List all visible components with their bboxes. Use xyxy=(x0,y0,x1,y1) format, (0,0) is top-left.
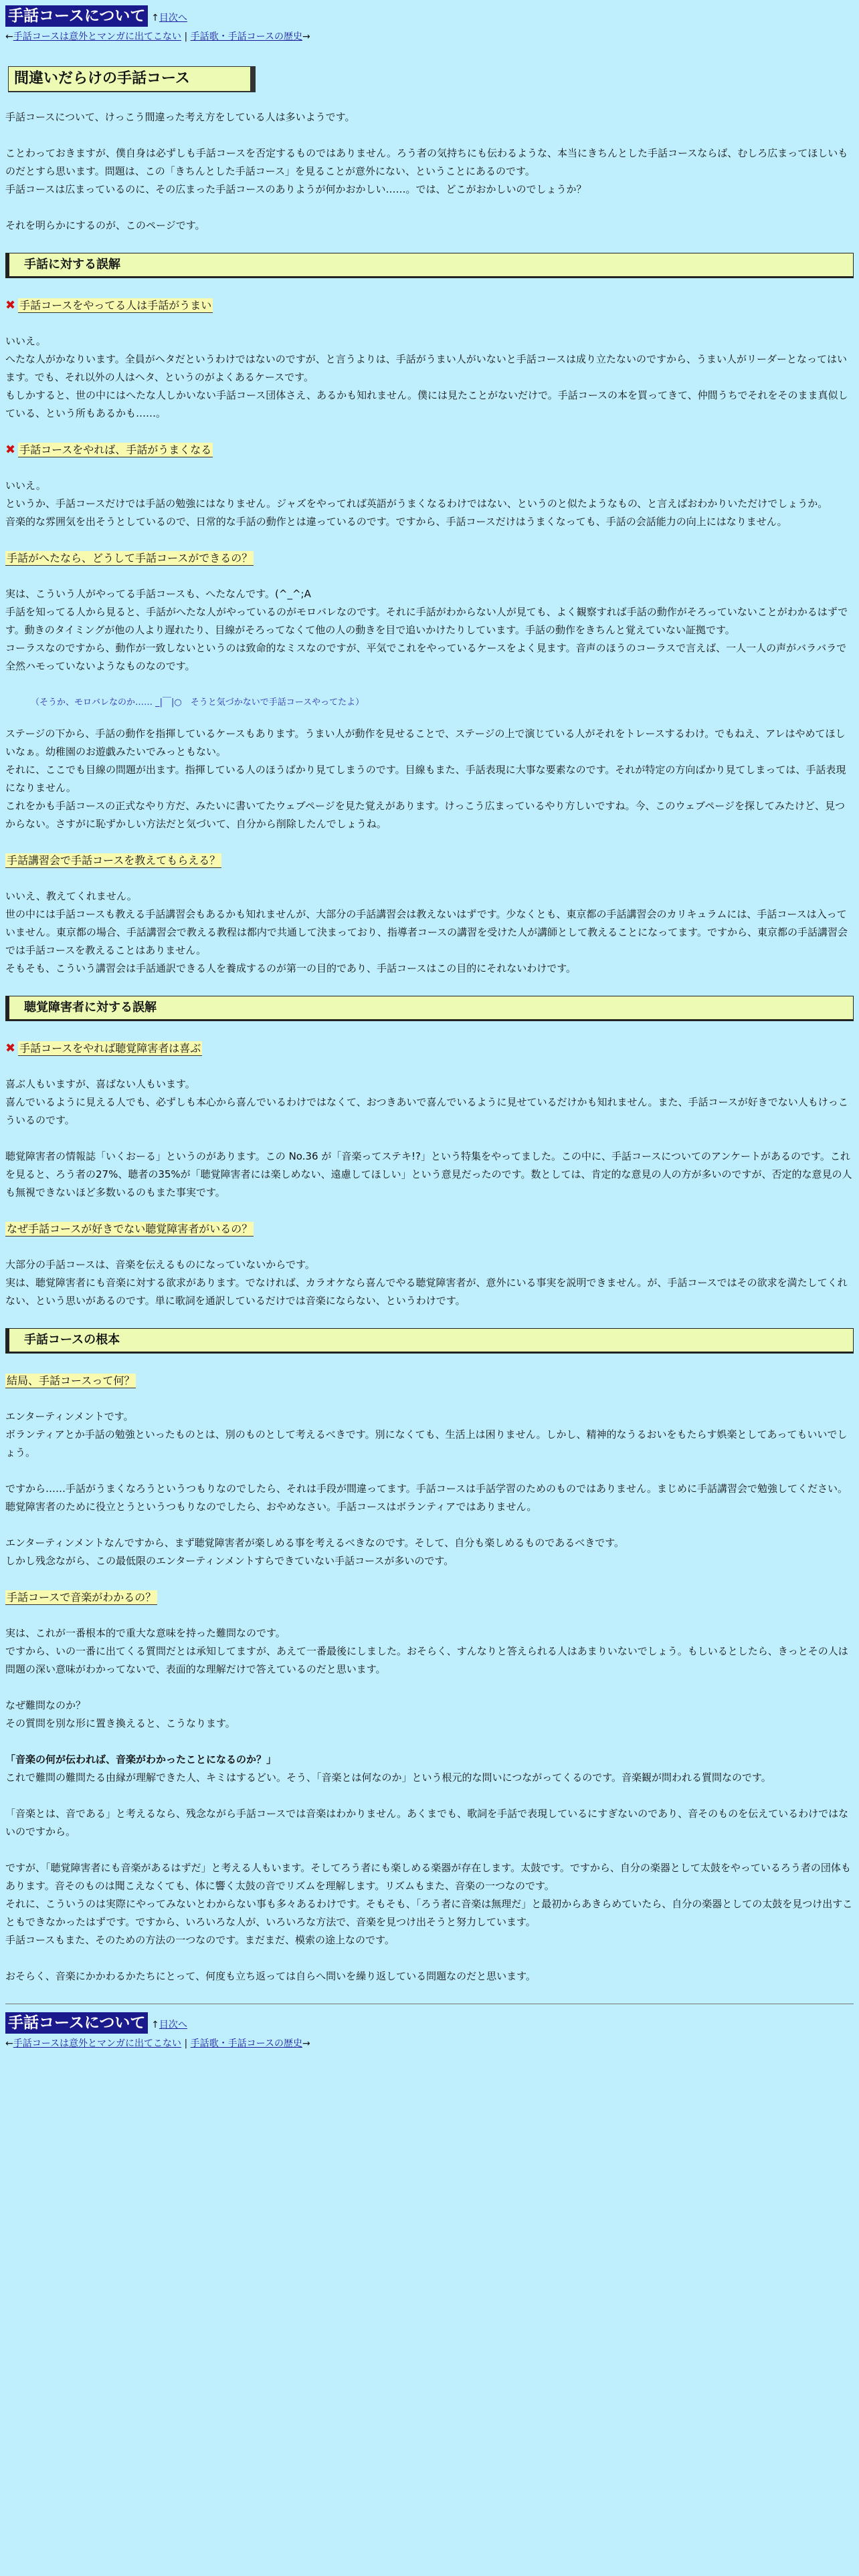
text-line: 実は、これが一番根本的で重大な意味を持った難問なのです。 xyxy=(5,1627,286,1639)
prev-arrow-icon: ← xyxy=(5,2038,13,2049)
next-arrow-icon: → xyxy=(302,2038,310,2049)
text-line: 手話コースは広まっているのに、その広まった手話コースのありようが何かおかしい……。では、どこがおかしいのでしょうか？ xyxy=(5,183,587,195)
section-heading: 聴覚障害者に対する誤解 xyxy=(5,996,854,1021)
text-line: 実は、聴覚障害者にも音楽に対する欲求があります。でなければ、カラオケなら喜んでやる聴覚障害者が、意外にいる事実を説明できません。が、手話コースではその欲求を満たしてくれない、という思いがあるのです。単に歌詞を通訳しているだけでは音楽にならない、というわけです。 xyxy=(5,1277,848,1307)
prev-page-link[interactable]: 手話コースは意外とマンガに出てこない xyxy=(13,31,182,42)
text-line: いいえ。 xyxy=(5,479,46,492)
text-line: ステージの下から、手話の動作を指揮しているケースもあります。うまい人が動作を見せることで、ステージの上で演じている人がそれをトレースするわけ。でもねえ、アレはやめてほしいなぁ。幼稚園のお遊戯みたいでみっともない。 xyxy=(5,728,846,758)
question-heading xyxy=(5,549,854,567)
text-line: ですが、「聴覚障害者にも音楽があるはずだ」と考える人もいます。そしてろう者にも楽しめる楽器が存在します。太鼓です。ですから、自分の楽器として太鼓をやっているろう者の団体もあります。音そのものは聞こえなくても、体に響く太鼓の音でリズムを理解します。リズムもまた、音楽の一つなのです。 xyxy=(5,1862,851,1892)
question-text: 手話がへたなら、どうして手話コースができるの？ xyxy=(7,552,253,564)
text-line: 実は、こういう人がやってる手話コースも、へたなんです。(^_^;A xyxy=(5,588,311,600)
answer-paragraph xyxy=(5,1148,854,1202)
question-heading xyxy=(5,1372,854,1390)
text-line: それを明らかにするのが、このページです。 xyxy=(5,219,205,231)
text-line: 手話コースもまた、そのための方法の一つなのです。まだまだ、模索の途上なのです。 xyxy=(5,1934,395,1946)
text-line: それに、ここでも目線の問題が出ます。指揮している人のほうばかり見てしまうのです。目線もまた、手話表現に大事な要素なのです。それが特定の方向ばかり見てしまっては、手話表現になりません。 xyxy=(5,764,846,794)
text-line: もしかすると、世の中にはへたな人しかいない手話コース団体さえ、あるかも知れません。僕には見たことがないだけで。手話コースの本を買ってきて、仲間うちでそれをそのまま真似している、という所もあるかも……。 xyxy=(5,389,848,419)
cross-icon: ✖ xyxy=(5,1041,16,1055)
text-line: 手話コースについて、けっこう間違った考え方をしている人は多いようです。 xyxy=(5,111,355,123)
intro-paragraph xyxy=(5,108,854,126)
answer-paragraph xyxy=(5,1697,854,1733)
top-nav xyxy=(5,5,854,45)
section-heading: 手話コースの根本 xyxy=(5,1328,854,1354)
text-line: ですから……手話がうまくなろうというつもりなのでしたら、それは手段が間違ってます。手話コースは手話学習のためのものではありません。まじめに手話講習会で勉強してください。聴覚障害者のために役立とうというつもりなのでしたら、おやめなさい。手話コースはボランティアではありません。 xyxy=(5,1483,848,1513)
answer-paragraph xyxy=(5,1256,854,1310)
answer-paragraph xyxy=(5,1480,854,1516)
toc-link-footer[interactable]: 目次へ xyxy=(159,2020,187,2030)
question-text: 手話コースをやってる人は手話がうまい xyxy=(19,299,212,312)
text-line: おそらく、音楽にかかわるかたちにとって、何度も立ち返っては自らへ問いを繰り返している問題なのだと思います。 xyxy=(5,1970,536,1982)
text-line: というか、手話コースだけでは手話の勉強にはなりません。ジャズをやってれば英語がうまくなるわけではない、というのと似たようなもの、と言えばおわかりいただけでしょうか。 xyxy=(5,498,828,510)
text-line: 大部分の手話コースは、音楽を伝えるものになっていないからです。 xyxy=(5,1259,315,1271)
toc-link[interactable]: 目次へ xyxy=(159,13,187,23)
question-text: 手話コースをやれば聴覚障害者は喜ぶ xyxy=(19,1042,201,1055)
answer-paragraph xyxy=(5,1805,854,1841)
text-line: これで難問の難問たる由縁が理解できた人、キミはするどい。そう、「音楽とは何なのか」という根元的な問いにつながってくるのです。音楽観が問われる質問なのです。 xyxy=(5,1772,771,1784)
text-line: これをかも手話コースの正式なやり方だ、みたいに書いてたウェブページを見た覚えがあります。けっこう広まっているやり方しいですね。今、このウェブページを探してみたけど、見つからない。さすがに恥ずかしい方法だと気づいて、自分から削除したんでしょうね。 xyxy=(5,800,846,830)
question-heading xyxy=(5,441,854,459)
text-line: ですから、いの一番に出てくる質問だとは承知してますが、あえて一番最後にしました。おそらく、すんなりと答えられる人はあまりいないでしょう。もしいるとしたら、きっとその人は問題の深い意味がわかってないで、表面的な理解だけで答えているのだと思います。 xyxy=(5,1645,848,1675)
answer-paragraph xyxy=(5,1859,854,1949)
text-line: 世の中には手話コースも教える手話講習会もあるかも知れませんが、大部分の手話講習会は教えないはずです。少なくとも、東京都の手話講習会のカリキュラムには、手話コースは入っていません。東京都の場合、手話講習会で教える教程は都内で共通して決まっており、指導者コースの講習を受けた人が講師として教えることになってます。ですから、東京都の手話講習会では手話コースを教えることはありません。 xyxy=(5,908,848,956)
answer-paragraph xyxy=(5,1534,854,1570)
page-title: 間違いだらけの手話コース xyxy=(8,66,256,92)
bottom-nav xyxy=(5,2012,854,2052)
text-line: コーラスなのですから、動作が一致しないというのは致命的なミスなのですが、平気でこれをやっているケースをよく見ます。音声のほうのコーラスで言えば、一人一人の声がバラバラで全然ハモっていないようなものなのです。 xyxy=(5,642,847,672)
text-line: ことわっておきますが、僕自身は必ずしも手話コースを否定するものではありません。ろう者の気持ちにも伝わるような、本当にきちんとした手話コースならば、むしろ広まってほしいものだとすら思います。問題は、この「きちんとした手話コース」を見ることが意外にない、ということにあるのです。 xyxy=(5,147,848,177)
article-body xyxy=(5,253,854,1985)
question-text: 手話コースで音楽がわかるの？ xyxy=(7,1591,157,1604)
next-arrow-icon: → xyxy=(302,31,310,42)
answer-paragraph xyxy=(5,477,854,531)
prev-next-nav xyxy=(5,29,854,45)
text-line: しかし残念ながら、この最低限のエンターティンメントすらできていない手話コースが多いのです。 xyxy=(5,1555,454,1567)
question-heading xyxy=(5,851,854,869)
text-line: ボランティアとか手話の勉強といったものとは、別のものとして考えるべきです。別になくても、生活上は困りません。しかし、精神的なうるおいをもたらす娯楽としてあってもいいでしょう。 xyxy=(5,1428,848,1459)
text-line: それに、こういうのは実際にやってみないとわからない事も多々あるわけです。そもそも、「ろう者に音楽は無理だ」と最初からあきらめていたら、自分の楽器としての太鼓を見つけ出すこともできなかったはずです。ですから、いろいろな人が、いろいろな方法で、音楽を見つけ出そうと努力しています。 xyxy=(5,1898,853,1928)
text-line: 音楽的な雰囲気を出そうとしているので、日常的な手話の動作とは違っているのです。ですから、手話コースだけはうまくなっても、手話の会話能力の向上にはなりません。 xyxy=(5,516,787,528)
section-heading: 手話に対する誤解 xyxy=(5,253,854,278)
text-line: 「音楽とは、音である」と考えるなら、残念ながら手話コースでは音楽はわかりません。あくまでも、歌詞を手話で表現しているにすぎないのであり、音そのものを伝えているわけではないのですから。 xyxy=(5,1808,849,1838)
question-heading xyxy=(5,1039,854,1057)
question-text: 手話講習会で手話コースを教えてもらえる？ xyxy=(7,854,221,867)
intro xyxy=(5,108,854,235)
answer-paragraph xyxy=(5,332,854,423)
answer-paragraph xyxy=(5,1967,854,1985)
cross-icon: ✖ xyxy=(5,298,16,312)
question-text: 結局、手話コースって何？ xyxy=(7,1374,135,1387)
nav-separator: | xyxy=(184,2038,188,2049)
text-line: 喜ぶ人もいますが、喜ばない人もいます。 xyxy=(5,1078,195,1090)
text-line: 手話を知ってる人から見ると、手話がへたな人がやっているのがモロバレなのです。それに手話がわからない人が見ても、よく観察すれば手話の動作がそろっていないことがわかるはずです。動きのタイミングが他の人より遅れたり、目線がそろってなくて他の人の動きを目で追いかけたりしています。手話の動作をきちんと覚えていない証拠です。 xyxy=(5,606,848,636)
aside-note: （そうか、モロバレなのか…… _|￣|○ そうと気づかないで手話コースやってたよ） xyxy=(31,697,365,708)
answer-paragraph xyxy=(5,1408,854,1462)
site-title-footer: 手話コースについて xyxy=(5,2012,148,2034)
intro-paragraph xyxy=(5,144,854,199)
text-line: エンターティンメントなんですから、まず聴覚障害者が楽しめる事を考えるべきなのです。そして、自分も楽しめるものであるべきです。 xyxy=(5,1537,625,1549)
up-arrow-icon: ↑ xyxy=(151,13,159,23)
next-page-link-footer[interactable]: 手話歌・手話コースの歴史 xyxy=(190,2038,302,2049)
answer-paragraph xyxy=(5,887,854,978)
text-line: 喜んでいるように見える人でも、必ずしも本心から喜んでいるわけではなくて、おつきあいで喜んでいるように見せているだけかも知れません。また、手話コースが好きでない人もけっこういるのです。 xyxy=(5,1096,848,1126)
cross-icon: ✖ xyxy=(5,443,16,457)
nav-separator: | xyxy=(184,31,188,42)
next-page-link[interactable]: 手話歌・手話コースの歴史 xyxy=(190,31,302,42)
prev-arrow-icon: ← xyxy=(5,31,13,42)
text-line: いいえ。 xyxy=(5,335,46,347)
text-line: へたな人がかなりいます。全員がヘタだというわけではないのですが、と言うよりは、手話がうまい人がいないと手話コースは成り立たないのですから、うまい人がリーダーとなってはいます。でも、それ以外の人はヘタ、というのがよくあるケースです。 xyxy=(5,353,848,383)
intro-paragraph xyxy=(5,217,854,235)
question-text: なぜ手話コースが好きでない聴覚障害者がいるの？ xyxy=(7,1222,253,1235)
answer-paragraph xyxy=(5,1769,854,1787)
question-text: 手話コースをやれば、手話がうまくなる xyxy=(19,443,212,456)
text-line: そもそも、こういう講習会は手話通訳できる人を養成するのが第一の目的であり、手話コースはこの目的にそれないわけです。 xyxy=(5,962,577,974)
text-line: エンターティンメントです。 xyxy=(5,1410,134,1422)
key-question: 「音楽の何が伝われば、音楽がわかったことになるのか？」 xyxy=(5,1753,277,1765)
answer-paragraph xyxy=(5,725,854,833)
answer-paragraph xyxy=(5,1075,854,1130)
text-line: なぜ難問なのか？ xyxy=(5,1699,86,1711)
answer-paragraph xyxy=(5,1624,854,1679)
prev-page-link-footer[interactable]: 手話コースは意外とマンガに出てこない xyxy=(13,2038,182,2049)
text-line: その質問を別な形に置き換えると、こうなります。 xyxy=(5,1717,235,1729)
question-heading xyxy=(5,296,854,314)
site-title: 手話コースについて xyxy=(5,5,148,27)
text-line: 聴覚障害者の情報誌「いくおーる」というのがあります。この No.36 が「音楽ってステキ!?」という特集をやってました。この中に、手話コースについてのアンケートがあるのです。これを見ると、ろう者の27%、聴者の35%が「聴覚障害者には楽しめない、遠慮してほしい」という意見だったのです。数としては、肯定的な意見の人の方が多いのですが、否定的な意見の人も無視できないほど多数いるのもまた事実です。 xyxy=(5,1150,852,1198)
prev-next-nav-footer xyxy=(5,2036,854,2052)
answer-paragraph xyxy=(5,585,854,675)
question-heading xyxy=(5,1220,854,1238)
text-line: いいえ、教えてくれません。 xyxy=(5,890,137,902)
up-arrow-icon: ↑ xyxy=(151,2020,159,2030)
question-heading xyxy=(5,1588,854,1606)
